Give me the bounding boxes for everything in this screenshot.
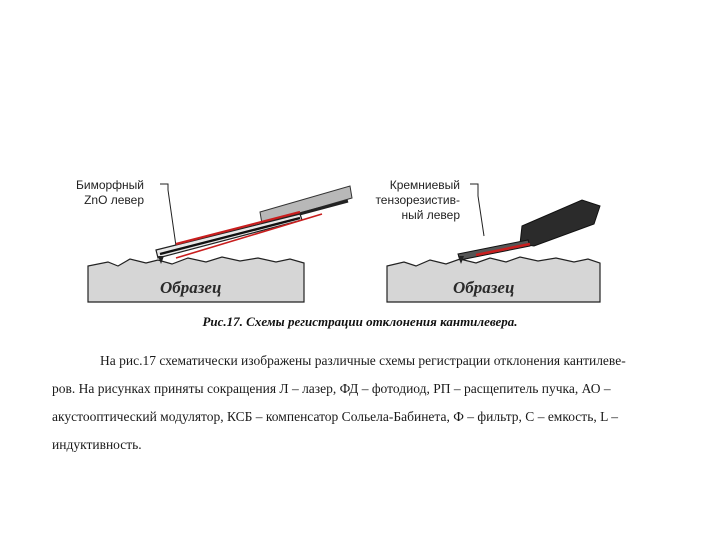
right-lever-label	[352, 178, 460, 223]
right-sample-label: Образец	[453, 278, 515, 297]
left-label-leader	[160, 184, 176, 246]
paragraph-line-3: акустооптический модулятор, КСБ – компенсатор Сольела-Бабинета, Ф – фильтр, С – емкость, L –	[52, 409, 618, 424]
paragraph-line-2: ров. На рисунках приняты сокращения Л – лазер, ФД – фотодиод, РП – расщепитель пучка, АО –	[52, 381, 611, 396]
paragraph-line-1: На рис.17 схематически изображены различные схемы регистрации отклонения кантилеве-	[100, 353, 626, 368]
body-paragraph	[52, 347, 700, 459]
left-sample-label: Образец	[160, 278, 222, 297]
right-label-line-1: Кремниевый	[389, 178, 460, 192]
left-label-line-2: ZnO левер	[84, 193, 144, 207]
right-label-leader	[470, 184, 484, 236]
left-lever-label	[52, 178, 144, 208]
left-red-bottom	[176, 214, 322, 258]
right-label-line-2: тензорезистив-	[375, 193, 460, 207]
right-lever-holder	[520, 200, 600, 246]
left-label-line-1: Биморфный	[75, 178, 144, 192]
paragraph-line-4: индуктивность.	[52, 437, 142, 452]
left-zno-layer	[160, 218, 300, 254]
figure-caption: Рис.17. Схемы регистрации отклонения кантилевера.	[202, 314, 518, 329]
right-label-line-3: ный левер	[401, 208, 460, 222]
